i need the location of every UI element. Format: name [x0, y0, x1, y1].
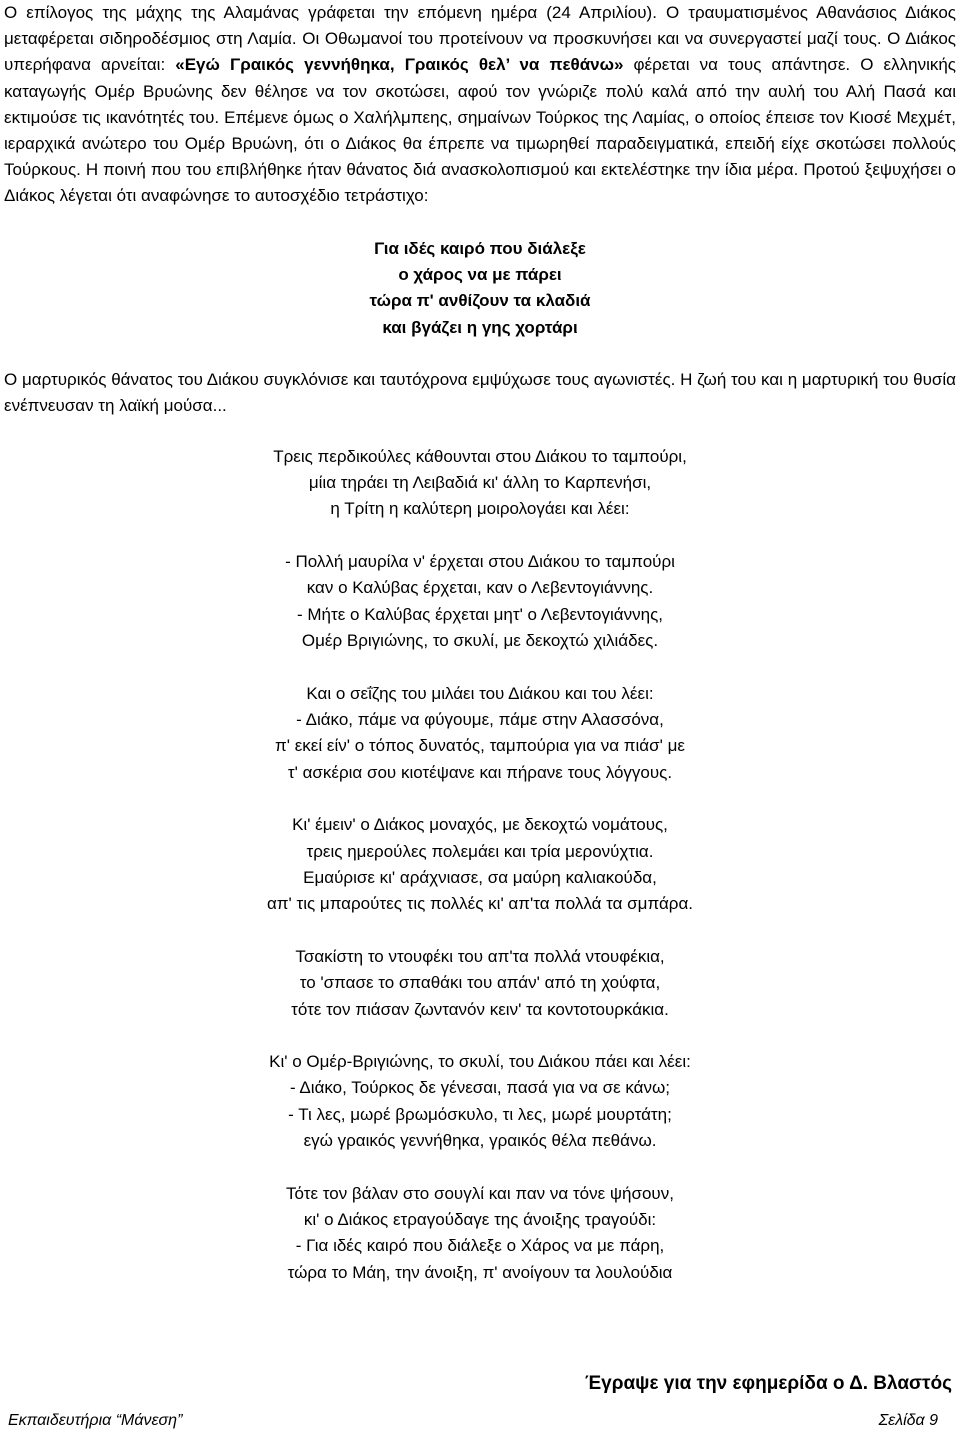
intro-text-part2: φέρεται να τους απάντησε. Ο ελληνικής καταγωγής Ομέρ Βρυώνης δεν θέλησε να τον σκοτώσει, αφού τον γνώριζε πολύ καλά από την αυλή του Αλή Πασά και εκτιμούσε τις ικανότητές του. Επέμενε όμως ο Χαλήλμπεης, σημαίνων Τούρκος της Λαμίας, ο οποίος έπεισε τον Κιοσέ Μεχμέτ, ιεραρχικά ανώτερο του Ομέρ Βρυώνη, ότι ο Διάκος θα έπρεπε να τιμωρηθεί παραδειγματικά, επειδή είχε σκοτώσει πολλούς Τούρκους. Η ποινή που του επιβλήθηκε ήταν θάνατος διά ανασκολοπισμού και εκτελέστηκε την ίδια μέρα. Προτού ξεψυχήσει ο Διάκος λέγεται ότι αναφώνησε το αυτοσχέδιο τετράστιχο: [4, 55, 956, 206]
intro-paragraph [4, 0, 956, 210]
poem-stanza [4, 812, 956, 918]
quatrain-line: τώρα π' ανθίζουν τα κλαδιά [369, 291, 591, 311]
poem-line: Και ο σεΐζης του μιλάει του Διάκου και του λέει: [306, 683, 654, 703]
poem-line: Εμαύρισε κι' αράχνιασε, σα μαύρη καλιακούδα, [303, 867, 657, 887]
poem-stanza [4, 681, 956, 787]
footer-school-name: Εκπαιδευτήρια “Μάνεση” [8, 1412, 183, 1429]
poem-stanza [4, 1049, 956, 1155]
closing-paragraph: Ο μαρτυρικός θάνατος του Διάκου συγκλόνισε και ταυτόχρονα εμψύχωσε τους αγωνιστές. Η ζωή του και η μαρτυρική του θυσία ενέπνευσαν τη λαϊκή μούσα... [4, 370, 956, 416]
poem-stanza [4, 1181, 956, 1287]
poem-line: Τρεις περδικούλες κάθουνται στου Διάκου το ταμπούρι, [273, 446, 687, 466]
poem-line: Τσακίστη το ντουφέκι του απ'τα πολλά ντουφέκια, [295, 946, 665, 966]
quatrain-line: ο χάρος να με πάρει [398, 265, 562, 285]
poem-line: τώρα το Μάη, την άνοιξη, π' ανοίγουν τα λουλούδια [287, 1262, 673, 1282]
poem-stanza [4, 944, 956, 1023]
poem-line: - Διάκο, Τούρκος δε γένεσαι, πασά για να σε κάνω; [289, 1078, 670, 1098]
poem-line: - Μήτε ο Καλύβας έρχεται μητ' ο Λεβεντογιάννης, [297, 604, 663, 624]
poem-line: Κι' ο Ομέρ-Βριγιώνης, το σκυλί, του Διάκου πάει και λέει: [269, 1051, 691, 1071]
folk-poem [4, 444, 956, 1287]
poem-line: η Τρίτη η καλύτερη μοιρολογάει και λέει: [330, 499, 630, 519]
document-page [4, 0, 956, 1436]
poem-line: Κι' έμειν' ο Διάκος μοναχός, με δεκοχτώ νομάτους, [292, 815, 668, 835]
quatrain-line: Για ιδές καιρό που διάλεξε [374, 238, 586, 258]
quatrain-line: και βγάζει η γης χορτάρι [382, 317, 578, 337]
poem-line: τότε τον πιάσαν ζωντανόν κειν' τα κοντοτουρκάκια. [291, 999, 669, 1019]
poem-stanza [4, 444, 956, 523]
intro-quote: «Εγώ Γραικός γεννήθηκα, Γραικός θελ’ να πεθάνω» [175, 55, 624, 75]
poem-line: απ' τις μπαρούτες τις πολλές κι' απ'τα πολλά τα σμπάρα. [266, 894, 694, 914]
poem-line: καν ο Καλύβας έρχεται, καν ο Λεβεντογιάννης. [306, 578, 654, 598]
poem-line: εγώ γραικός γεννήθηκα, γραικός θέλα πεθάνω. [303, 1131, 657, 1151]
poem-line: μίια τηράει τη Λειβαδιά κι' άλλη το Καρπενήσι, [308, 473, 652, 493]
poem-stanza [4, 549, 956, 655]
poem-line: Τότε τον βάλαν στο σουγλί και παν να τόνε ψήσουν, [286, 1183, 674, 1203]
author-signature: Έγραψε για την εφημερίδα ο Δ. Βλαστός [584, 1373, 952, 1394]
poem-line: - Πολλή μαυρίλα ν' έρχεται στου Διάκου το ταμπούρι [285, 551, 675, 571]
death-quatrain [4, 236, 956, 342]
footer-page-number: Σελίδα 9 [878, 1412, 938, 1429]
poem-line: - Για ιδές καιρό που διάλεξε ο Χάρος να με πάρη, [295, 1236, 665, 1256]
poem-line: το 'σπασε το σπαθάκι του απάν' από τη χούφτα, [299, 973, 661, 993]
poem-line: κι' ο Διάκος ετραγούδαγε της άνοιξης τραγούδι: [303, 1210, 657, 1229]
poem-line: τρεις ημερούλες πολεμάει και τρία μερονύχτια. [306, 841, 654, 861]
poem-line: π' εκεί είν' ο τόπος δυνατός, ταμπούρια για να πιάσ' με [275, 736, 685, 756]
intro-text-part1: Ο επίλογος της μάχης της Αλαμάνας γράφεται την επόμενη ημέρα (24 Απριλίου). Ο τραυματισμένος Αθανάσιος Διάκος μεταφέρεται σιδηροδέσμιος στη Λαμία. Οι Οθωμανοί του προτείνουν να προσκυνήσει και να συνεργαστεί μαζί τους. Ο Διάκος υπερήφανα αρνείται: [4, 3, 956, 75]
poem-line: Ομέρ Βριγιώνης, το σκυλί, με δεκοχτώ χιλιάδες. [301, 631, 659, 651]
poem-line: τ' ασκέρια σου κιοτέψανε και πήρανε τους λόγγους. [287, 762, 673, 782]
poem-line: - Διάκο, πάμε να φύγουμε, πάμε στην Αλασσόνα, [296, 709, 664, 729]
poem-line: - Τι λες, μωρέ βρωμόσκυλο, τι λες, μωρέ μουρτάτη; [288, 1104, 672, 1124]
